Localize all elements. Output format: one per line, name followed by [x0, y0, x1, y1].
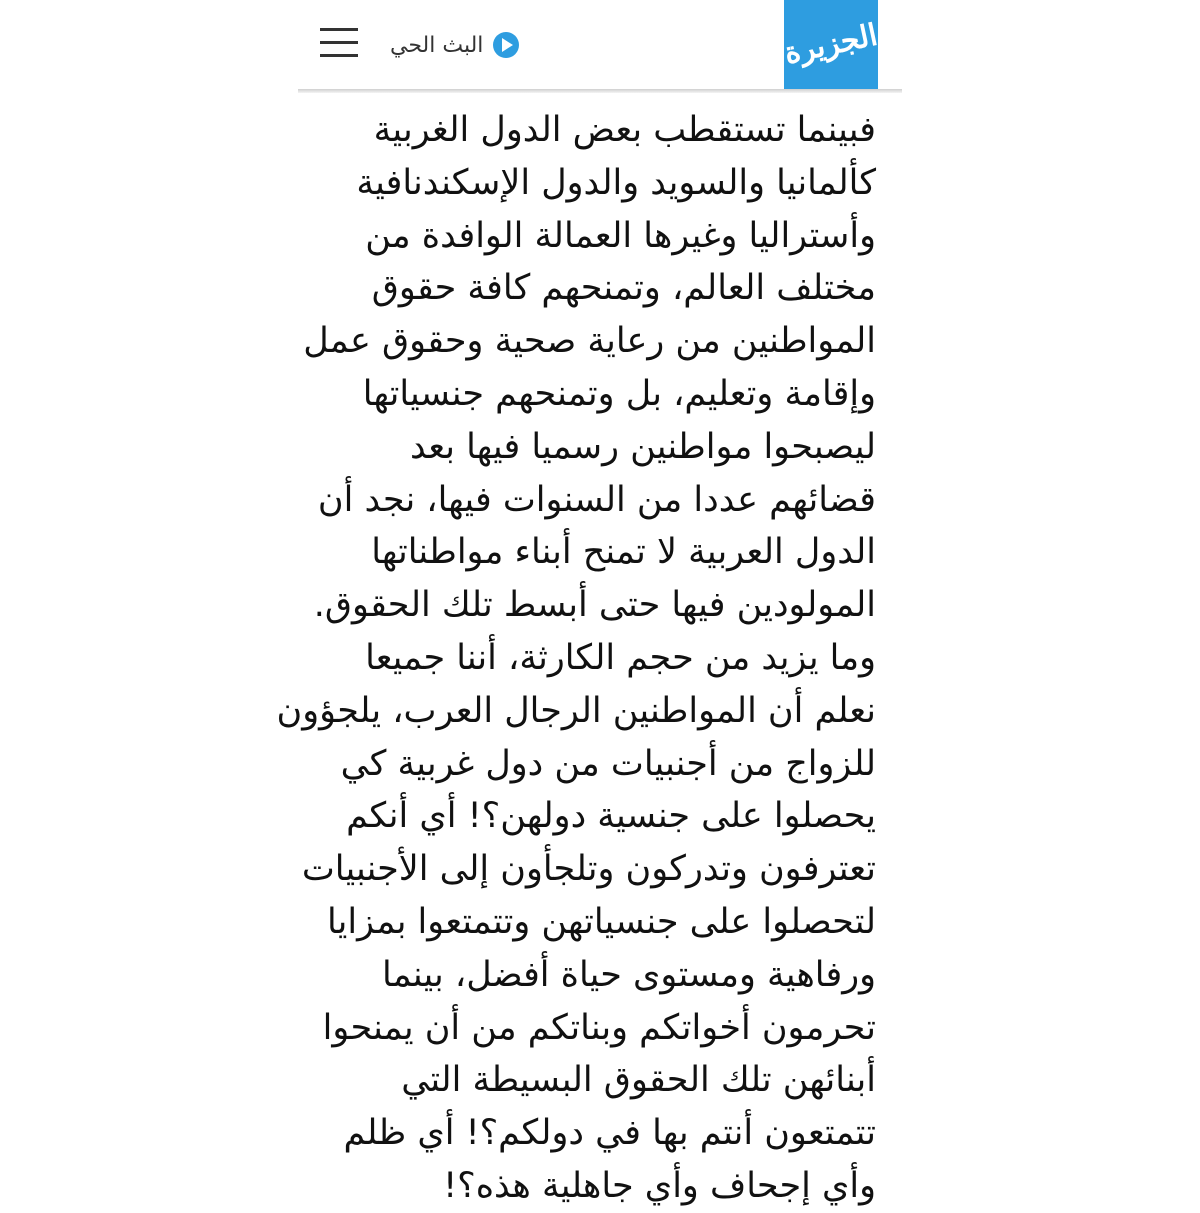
menu-button[interactable] — [320, 28, 358, 58]
article-line: كألمانيا والسويد والدول الإسكندنافية — [356, 162, 876, 203]
logo-calligraphy: الجزيرة — [781, 17, 881, 72]
top-bar — [298, 0, 902, 90]
header-divider — [298, 89, 902, 93]
article-line: فبينما تستقطب بعض الدول الغربية — [373, 110, 876, 150]
article-line: نعلم أن المواطنين الرجال العرب، يلجؤون — [276, 690, 876, 731]
article-line: تحرمون أخواتكم وبناتكم من أن يمنحوا — [322, 1007, 876, 1048]
article-line: المولودين فيها حتى أبسط تلك الحقوق. — [313, 585, 876, 626]
article-line: وأي إجحاف وأي جاهلية هذه؟! — [443, 1165, 876, 1206]
article-line: الدول العربية لا تمنح أبناء مواطناتها — [371, 532, 876, 573]
play-icon — [493, 32, 519, 58]
article-line: قضائهم عددا من السنوات فيها، نجد أن — [317, 479, 876, 520]
article-page — [276, 0, 902, 1206]
article-line: ليصبحوا مواطنين رسميا فيها بعد — [410, 426, 876, 467]
article-line: لتحصلوا على جنسياتهن وتتمتعوا بمزايا — [327, 901, 876, 942]
article-line: أبنائهن تلك الحقوق البسيطة التي — [401, 1060, 876, 1101]
site-logo[interactable] — [781, 0, 881, 90]
article-line: ورفاهية ومستوى حياة أفضل، بينما — [382, 954, 876, 995]
live-stream-link[interactable] — [390, 26, 519, 64]
hamburger-line — [320, 54, 358, 57]
hamburger-line — [320, 41, 358, 44]
article-line: مختلف العالم، وتمنحهم كافة حقوق — [371, 268, 876, 309]
article-line: للزواج من أجنبيات من دول غربية كي — [340, 743, 876, 784]
article-body — [276, 104, 876, 1213]
article-line: تتمتعون أنتم بها في دولكم؟! أي ظلم — [343, 1113, 876, 1154]
article-line: وإقامة وتعليم، بل وتمنحهم جنسياتها — [362, 373, 876, 414]
hamburger-line — [320, 28, 358, 31]
article-line: تعترفون وتدركون وتلجأون إلى الأجنبيات — [301, 849, 876, 890]
article-line: وأستراليا وغيرها العمالة الوافدة من — [365, 215, 876, 256]
article-line: يحصلوا على جنسية دولهن؟! أي أنكم — [346, 796, 876, 837]
article-line: المواطنين من رعاية صحية وحقوق عمل — [303, 321, 876, 362]
live-stream-label: البث الحي — [390, 32, 484, 58]
article-line: وما يزيد من حجم الكارثة، أننا جميعا — [365, 637, 876, 678]
